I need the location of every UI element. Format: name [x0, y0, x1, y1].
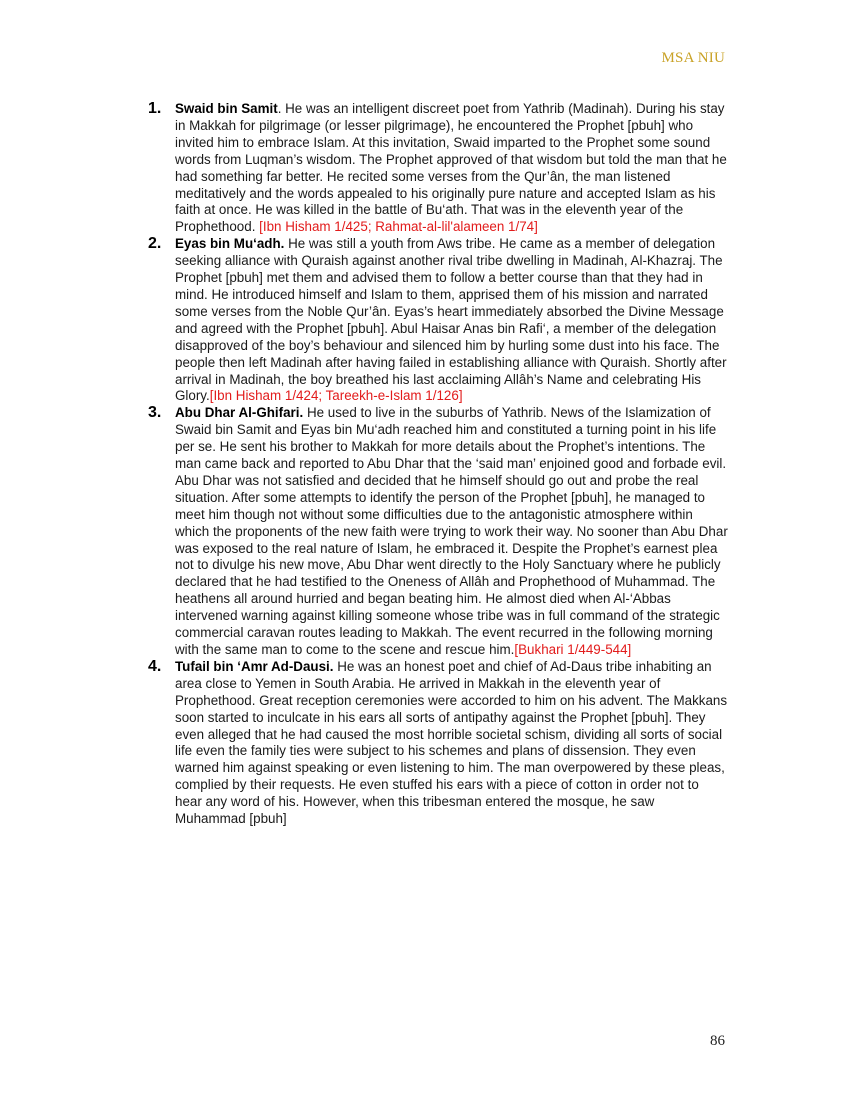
item-name: Swaid bin Samit [175, 101, 278, 116]
item-number: 2. [148, 235, 162, 253]
item-number: 1. [148, 100, 162, 117]
page-number: 86 [710, 1033, 725, 1049]
list-item [148, 236, 728, 405]
item-name: Abu Dhar Al-Ghifari. [175, 405, 304, 421]
item-text: . He was an intelligent discreet poet from Yathrib (Madinah). During his stay in Makkah for pilgrimage (or lesser pilgrimage), he encountered the Prophet [pbuh] who invited him to embrace Islam. At this invitation, Swaid imparted to the Prophet some sound words from Luqman’s wisdom. The Prophet approved of that wisdom but told the man that he had something far better. He recited some verses from the Qur’ân, the man listened meditatively and the words appealed to his originally pure nature and accepted Islam as his faith at once. He was killed in the battle of Bu‘ath. That was in the eleventh year of the Prophethood. [175, 101, 727, 235]
item-text: He was still a youth from Aws tribe. He came as a member of delegation seeking alliance with Quraish against another rival tribe dwelling in Madinah, Al-Khazraj. The Prophet [pbuh] met them and advised them to follow a better course than that they had in mind. He introduced himself and Islam to them, apprised them of his mission and narrated some verses from the Noble Qur’ân. Eyas’s heart immediately absorbed the Divine Message and agreed with the Prophet [pbuh]. Abul Haisar Anas bin Rafi‘, a member of the delegation disapproved of the boy’s behaviour and silenced him by hurling some dust into his face. The people then left Madinah after having failed in establishing alliance with Quraish. Shortly after arrival in Madinah, the boy breathed his last acclaiming Allâh’s Name and celebrating His Glory. [175, 236, 727, 404]
item-name: Eyas bin Mu‘adh. [175, 236, 285, 252]
item-reference: [Ibn Hisham 1/424; Tareekh-e-Islam 1/126] [209, 388, 463, 404]
list-item [148, 659, 728, 828]
item-text: He used to live in the suburbs of Yathrib. News of the Islamization of Swaid bin Samit and Eyas bin Mu‘adh reached him and constituted a turning point in his life per se. He sent his brother to Makkah for more details about the Prophet’s intentions. The man came back and reported to Abu Dhar that the ‘said man’ enjoined good and forbade evil. Abu Dhar was not satisfied and decided that he himself should go out and probe the real situation. After some attempts to identify the person of the Prophet [pbuh], he managed to meet him though not without some difficulties due to the antagonistic atmosphere within which the proponents of the new faith were trying to work their way. No sooner than Abu Dhar was exposed to the real nature of Islam, he embraced it. Despite the Prophet’s earnest plea not to divulge his new move, Abu Dhar went directly to the Holy Sanctuary where he publicly declared that he had testified to the Oneness of Allâh and Prophethood of Muhammad. The heathens all around hurried and began beating him. He almost died when Al-‘Abbas intervened warning against killing someone whose tribe was in full command of the strategic commercial caravan routes leading to Makkah. The event recurred in the following morning with the same man to come to the scene and rescue him. [175, 405, 728, 657]
item-text: He was an honest poet and chief of Ad-Daus tribe inhabiting an area close to Yemen in South Arabia. He arrived in Makkah in the eleventh year of Prophethood. Great reception ceremonies were accorded to him on his advent. The Makkans soon started to inculcate in his ears all sorts of antipathy against the Prophet [pbuh]. They even alleged that he had caused the most horrible societal schism, dividing all sorts of social life even the family ties were subject to his schemes and plans of dissension. They even warned him against speaking or even listening to him. The man overpowered by these pleas, complied by their requests. He even stuffed his ears with a piece of cotton in order not to hear any word of his. However, when this tribesman entered the mosque, he saw Muhammad [pbuh] [175, 658, 728, 827]
running-header: MSA NIU [661, 50, 725, 66]
item-name: Tufail bin ‘Amr Ad-Dausi. [175, 658, 334, 674]
item-number: 3. [148, 404, 162, 422]
item-reference: [Bukhari 1/449-544] [514, 642, 632, 657]
item-reference: [Ibn Hisham 1/425; Rahmat-al-lil'alameen 1/74] [259, 219, 538, 235]
list-item [148, 405, 728, 659]
numbered-list [148, 101, 728, 828]
item-number: 4. [148, 657, 162, 675]
list-item [148, 101, 728, 236]
